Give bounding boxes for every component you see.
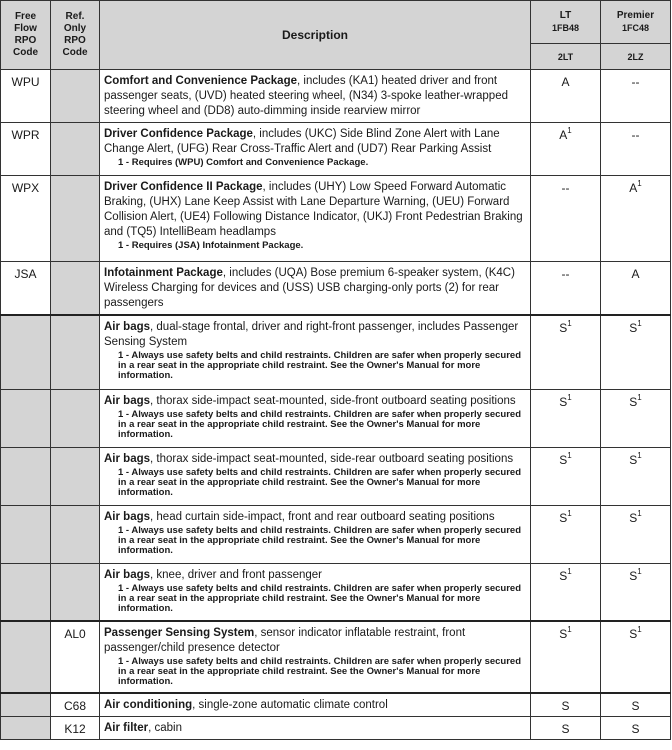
lt-availability (531, 389, 601, 447)
lt-availability (531, 505, 601, 563)
footnote: 1 - Always use safety belts and child restraints. Children are safer when properly secured in a rear seat in the appropriate child restraint. See the Owner's Manual for more information. (118, 582, 522, 614)
lt-availability (531, 717, 601, 740)
free-flow-header (1, 1, 51, 70)
premier-availability (601, 621, 671, 693)
ref-only-code (51, 563, 100, 621)
option-text: , includes (UKC) Side Blind Zone Alert with Lane Change Alert, (UFG) Rear Cross-Traffic Alert and (UD7) Rear Parking Assist (104, 128, 500, 155)
premier-availability (601, 123, 671, 176)
table-row (1, 621, 671, 693)
option-text: , head curtain side-impact, front and rear outboard seating positions (150, 510, 495, 523)
option-text: , includes (KA1) heated driver and front passenger seats, (UVD) heated steering wheel, (N34) 3-spoke leather-wrapped steering wheel and (DD8) auto-dimming inside rearview mirror (104, 75, 508, 117)
lt-availability (531, 315, 601, 389)
table-row (1, 123, 671, 176)
premier-value: -- (631, 128, 640, 142)
premier-code: 1FC48 (621, 23, 649, 33)
ref-only-code: C68 (51, 693, 100, 717)
table-row (1, 505, 671, 563)
description-cell (100, 717, 531, 740)
lt-code: 1FB48 (551, 23, 579, 33)
lt-value: S (561, 722, 570, 736)
option-title: Air bags (104, 321, 151, 333)
option-title: Air bags (104, 452, 151, 465)
ref-only-code (51, 505, 100, 563)
free-flow-code (1, 315, 51, 389)
header-text: Only (63, 23, 87, 34)
lt-value: S (561, 699, 570, 713)
header-text: Flow (14, 23, 37, 34)
footnote-marker: 1 (567, 625, 572, 634)
option-text: , thorax side-impact seat-mounted, side-front outboard seating positions (150, 394, 516, 407)
description-cell (100, 389, 531, 447)
option-title: Comfort and Convenience Package (104, 75, 297, 87)
footnote-marker: 1 (637, 508, 642, 518)
lt-availability (531, 447, 601, 505)
footnote: 1 - Always use safety belts and child restraints. Children are safer when properly secured in a rear seat in the appropriate child restraint. See the Owner's Manual for more information. (118, 524, 522, 556)
lt-value: A (561, 75, 570, 89)
option-title: Air bags (104, 510, 151, 523)
footnote-marker: 1 (637, 625, 642, 634)
footnote-marker: 1 (567, 392, 572, 402)
description-header: Description (100, 1, 531, 70)
description-cell (100, 621, 531, 693)
lt-availability (531, 123, 601, 176)
premier-value: A (631, 267, 640, 281)
table-row (1, 176, 671, 262)
table-row (1, 563, 671, 621)
lt-value: S (559, 452, 568, 467)
header-text: Code (13, 47, 38, 58)
ref-only-code: K12 (51, 717, 100, 740)
free-flow-code: WPX (1, 176, 51, 262)
option-title: Passenger Sensing System (104, 627, 255, 639)
option-text: , sensor indicator inflatable restraint, front passenger/child presence detector (104, 627, 466, 654)
premier-trim: 2LZ (601, 44, 671, 70)
option-text: , includes (UQA) Bose premium 6-speaker system, (K4C) Wireless Charging for devices and (USS) USB charging-only ports (2) for rear passengers (104, 267, 515, 309)
option-title: Air bags (104, 568, 151, 581)
free-flow-code (1, 717, 51, 740)
footnote: 1 - Always use safety belts and child restraints. Children are safer when properly secured in a rear seat in the appropriate child restraint. See the Owner's Manual for more information. (118, 350, 522, 381)
free-flow-code (1, 563, 51, 621)
free-flow-code (1, 693, 51, 717)
description-cell (100, 315, 531, 389)
footnote-marker: 1 (637, 450, 642, 460)
footnote: 1 - Always use safety belts and child restraints. Children are safer when properly secured in a rear seat in the appropriate child restraint. See the Owner's Manual for more information. (118, 408, 522, 440)
premier-value: S (629, 627, 638, 641)
option-title: Driver Confidence II Package (104, 181, 263, 193)
header-text: RPO (14, 35, 37, 46)
footnote: 1 - Always use safety belts and child restraints. Children are safer when properly secured in a rear seat in the appropriate child restraint. See the Owner's Manual for more information. (118, 656, 522, 687)
header-text: Free (14, 11, 37, 22)
premier-value: S (629, 394, 638, 409)
lt-value: S (559, 510, 568, 525)
premier-availability (601, 447, 671, 505)
ref-only-code (51, 176, 100, 262)
lt-availability (531, 262, 601, 316)
premier-value: S (629, 321, 638, 335)
footnote: 1 - Always use safety belts and child restraints. Children are safer when properly secured in a rear seat in the appropriate child restraint. See the Owner's Manual for more information. (118, 466, 522, 498)
table-row (1, 70, 671, 123)
lt-value: -- (561, 267, 570, 281)
lt-availability (531, 693, 601, 717)
description-cell (100, 70, 531, 123)
premier-availability (601, 693, 671, 717)
table-row (1, 389, 671, 447)
lt-name: LT (559, 10, 572, 21)
table-row (1, 717, 671, 740)
footnote-marker: 1 (637, 392, 642, 402)
description-cell (100, 563, 531, 621)
footnote: 1 - Requires (WPU) Comfort and Convenience Package. (118, 157, 369, 168)
premier-name: Premier (616, 10, 655, 21)
description-cell (100, 176, 531, 262)
option-text: , single-zone automatic climate control (192, 699, 388, 711)
premier-availability (601, 70, 671, 123)
ref-only-code (51, 123, 100, 176)
footnote-marker: 1 (637, 319, 642, 328)
free-flow-code (1, 389, 51, 447)
description-cell (100, 505, 531, 563)
free-flow-code: WPU (1, 70, 51, 123)
lt-value: S (559, 627, 568, 641)
premier-availability (601, 176, 671, 262)
free-flow-code (1, 505, 51, 563)
option-title: Air bags (104, 394, 151, 407)
table-row (1, 315, 671, 389)
table-row (1, 447, 671, 505)
option-text: , knee, driver and front passenger (150, 568, 322, 581)
ref-only-code (51, 262, 100, 316)
lt-header (531, 1, 601, 44)
header-text: Ref. (65, 11, 85, 22)
premier-availability (601, 315, 671, 389)
premier-value: A (629, 181, 638, 195)
header-text: RPO (64, 35, 86, 46)
free-flow-code (1, 621, 51, 693)
option-title: Driver Confidence Package (104, 128, 253, 140)
footnote-marker: 1 (567, 319, 572, 328)
premier-availability (601, 262, 671, 316)
footnote-marker: 1 (637, 179, 642, 188)
description-cell (100, 123, 531, 176)
lt-value: A (559, 128, 568, 142)
option-text: , cabin (148, 722, 182, 734)
premier-value: S (631, 699, 640, 713)
lt-availability (531, 176, 601, 262)
table-row (1, 262, 671, 316)
premier-availability (601, 505, 671, 563)
lt-availability (531, 563, 601, 621)
free-flow-code: JSA (1, 262, 51, 316)
premier-availability (601, 389, 671, 447)
ref-only-code (51, 447, 100, 505)
option-title: Infotainment Package (104, 267, 223, 279)
option-title: Air conditioning (104, 699, 193, 711)
ref-only-header (51, 1, 100, 70)
ref-only-code (51, 70, 100, 123)
lt-trim: 2LT (531, 44, 601, 70)
option-title: Air filter (104, 722, 149, 734)
description-cell (100, 693, 531, 717)
lt-availability (531, 70, 601, 123)
premier-value: -- (631, 75, 640, 89)
table-row (1, 693, 671, 717)
premier-value: S (629, 568, 638, 583)
free-flow-code (1, 447, 51, 505)
ref-only-code: AL0 (51, 621, 100, 693)
premier-availability (601, 563, 671, 621)
header-row (1, 1, 671, 44)
free-flow-code: WPR (1, 123, 51, 176)
footnote-marker: 1 (567, 450, 572, 460)
footnote-marker: 1 (567, 566, 572, 576)
lt-value: -- (561, 181, 570, 195)
lt-availability (531, 621, 601, 693)
option-text: , thorax side-impact seat-mounted, side-rear outboard seating positions (150, 452, 514, 465)
ref-only-code (51, 389, 100, 447)
premier-value: S (631, 722, 640, 736)
footnote-marker: 1 (567, 126, 572, 135)
premier-value: S (629, 452, 638, 467)
option-text: , includes (UHY) Low Speed Forward Automatic Braking, (UHX) Lane Keep Assist with Lane Departure Warning, (UEU) Forward Collision Alert, (UE4) Following Distance Indicator, (UKJ) Front Pedestrian Braking and (TQ5) IntelliBeam headlamps (104, 181, 523, 238)
premier-header (601, 1, 671, 44)
lt-value: S (559, 321, 568, 335)
lt-value: S (559, 568, 568, 583)
header-text: Code (62, 47, 88, 58)
lt-value: S (559, 394, 568, 409)
ref-only-code (51, 315, 100, 389)
footnote-marker: 1 (637, 566, 642, 576)
option-text: , dual-stage frontal, driver and right-front passenger, includes Passenger Sensing System (104, 321, 519, 348)
description-cell (100, 262, 531, 316)
footnote: 1 - Requires (JSA) Infotainment Package. (118, 240, 304, 251)
description-cell (100, 447, 531, 505)
premier-value: S (629, 510, 638, 525)
footnote-marker: 1 (567, 508, 572, 518)
premier-availability (601, 717, 671, 740)
